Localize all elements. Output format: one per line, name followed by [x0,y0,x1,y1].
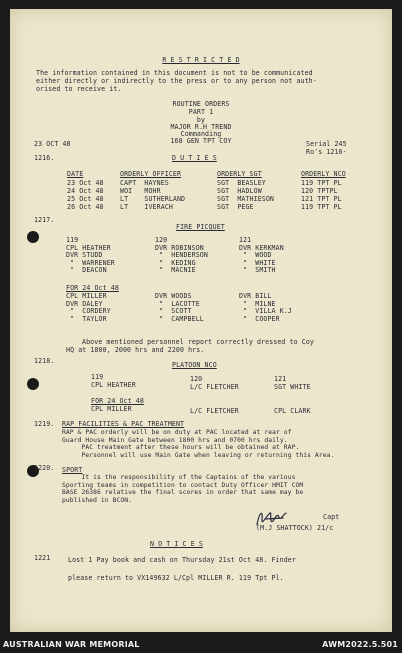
platoon-nco: L/C FLETCHER [190,407,239,415]
col-orderly-officer: ORDERLY OFFICER [120,170,182,178]
section-number: 1217. [34,216,55,224]
order-date: 23 OCT 48 [34,140,71,148]
duty-officer: WOI MOHR [120,187,161,195]
rap-body: RAP & PAC orderly will be on duty at PAC located at rear of Guard House Main Gate between 1800 hrs and 0700 hrs daily. PAC treatment after these hours will be obtained at RAP. Personnel will use Main Gate when leaving or returning this Area. [62,429,335,459]
duty-sgt: SGT BEASLEY [217,179,266,187]
picquet-group-b: DVR WOODS " LACOTTE " SCOTT " CAMPBELL [155,292,204,323]
picquet-group-119: 119 CPL HEATHER DVR STUDD " WARRENER " DEACON [66,236,115,275]
duties-heading: D U T I E S [172,154,217,162]
archive-reference: AWM2022.5.501 [322,640,398,649]
duty-date: 25 Oct 48 [67,195,104,203]
restricted-heading: R E S T R I C T E D [162,56,240,64]
duty-officer: LT IVERACH [120,203,173,211]
routine-orders-range: Ro's 1216- [306,148,347,156]
platoon-nco: CPL MILLER [91,405,132,413]
sport-heading: SPORT [62,466,83,474]
for-date-label: FOR 24 Oct 48 [66,284,119,292]
section-number: 1220. [34,464,55,472]
duty-officer: CAPT HAYNES [120,179,169,187]
duty-sgt: SGT HADLOW [217,187,262,195]
picquet-group-a: CPL MILLER DVR DALEY " CORDERY " TAYLOR [66,292,111,323]
picquet-group-c: DVR BILL " MILNE " VILLA K.J " COOPER [239,292,292,323]
duty-date: 26 Oct 48 [67,203,104,211]
duty-nco: 119 TPT PL [301,179,342,187]
platoon-nco-heading: PLATOON NCO [172,361,217,369]
picquet-group-121: 121 DVR KERKMAN " WOOD " WHITE " SMITH [239,236,284,275]
notice-line: orised to receive it. [36,85,122,93]
report-line: HQ at 1800, 2000 hrs and 2200 hrs. [66,346,205,354]
col-date: DATE [67,170,84,178]
notice-line: either directly or indirectly to the press or to any person not auth- [36,77,317,85]
section-number: 1221 [34,554,51,562]
duty-sgt: SGT PEGE [217,203,254,211]
picquet-group-120: 120 DVR ROBINSON " HENDERSON " KEDING " MACNIE [155,236,208,275]
section-number: 1218. [34,357,55,365]
notice-line: please return to VX149632 L/Cpl MILLER R. 119 Tpt Pl. [68,574,284,582]
archive-footer [0,636,402,653]
report-line: Above mentioned personnel report correctly dressed to Coy [82,338,314,346]
orders-part: PART 1 [188,108,214,116]
duty-officer: LT SUTHERLAND [120,195,186,203]
for-date-label: FOR 24 Oct 48 [91,397,144,405]
section-number: 1216. [34,154,55,162]
fire-picquet-heading: FIRE PICQUET [176,223,225,231]
archive-name: AUSTRALIAN WAR MEMORIAL [3,640,140,649]
section-number: 1219. [34,420,55,428]
notices-heading: N O T I C E S [150,540,203,548]
platoon-nco: CPL CLARK [274,407,311,415]
punch-hole [27,231,39,243]
duty-nco: 120 TPTPL [301,187,338,195]
signature-name: (M.J SHATTOCK) 21/c [256,524,334,532]
sport-body: It is the responsibility of the Captains of the various Sporting teams in competition to contact Duty Officer HMIT COM BASE 26386 relative the final scores in order that same may be published in BCON. [62,474,304,504]
platoon-120: 120 L/C FLETCHER [190,375,239,391]
notice-line: The information contained in this document is not to be communicated [36,69,313,77]
punch-hole [27,378,39,390]
orders-by: by [196,116,206,124]
notice-line: Lost 1 Pay book and cash on Thursday 21st Oct 48. Finder [68,556,296,564]
duty-date: 24 Oct 48 [67,187,104,195]
col-orderly-nco: ORDERLY NCO [301,170,346,178]
commanding-label: Commanding [180,130,222,138]
duty-date: 23 Oct 48 [67,179,104,187]
platoon-119: 119 CPL HEATHER [91,373,136,389]
duty-nco: 121 TPT PL [301,195,342,203]
col-orderly-sgt: ORDERLY SGT [217,170,262,178]
orders-title: ROUTINE ORDERS [172,100,230,108]
serial-number: Serial 245 [306,140,347,148]
signature-rank: Capt [323,513,340,521]
rap-heading: RAP FACILITIES & PAC TREATMENT [62,420,185,428]
duty-nco: 119 TPT PL [301,203,342,211]
duty-sgt: SGT MATHIESON [217,195,274,203]
unit-name: 168 GEN TPT COY [170,137,232,145]
platoon-121: 121 SGT WHITE [274,375,311,391]
commander-name: MAJOR R.H TREND [170,123,232,131]
